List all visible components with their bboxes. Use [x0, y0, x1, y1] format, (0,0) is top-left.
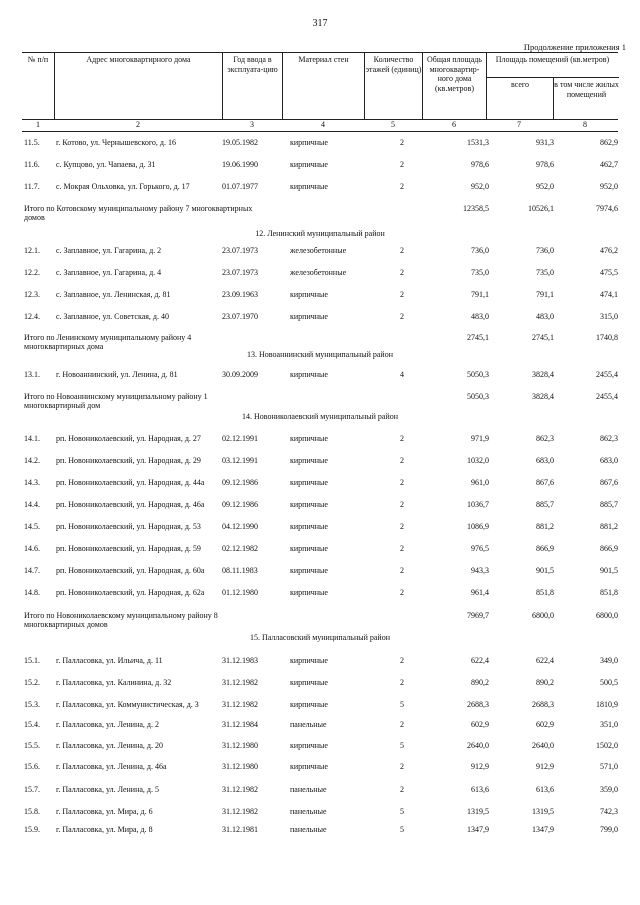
cell-address: рп. Новониколаевский, ул. Народная, д. 62а — [56, 588, 205, 597]
column-number: 8 — [583, 120, 587, 129]
cell-year: 31.12.1982 — [222, 807, 258, 816]
cell-floors: 4 — [400, 370, 404, 379]
cell-number: 13.1. — [24, 370, 40, 379]
cell-residential-area: 476,2 — [600, 246, 618, 255]
cell-year: 01.07.1977 — [222, 182, 258, 191]
column-number: 7 — [517, 120, 521, 129]
cell-floors: 2 — [400, 785, 404, 794]
cell-year: 02.12.1991 — [222, 434, 258, 443]
cell-residential-area: 6800,0 — [596, 611, 618, 620]
cell-total-area: 483,0 — [471, 312, 489, 321]
cell-address: г. Котово, ул. Чернышевского, д. 16 — [56, 138, 176, 147]
cell-address: г. Новоаннинский, ул. Ленина, д. 81 — [56, 370, 178, 379]
cell-year: 30.09.2009 — [222, 370, 258, 379]
cell-floors: 2 — [400, 182, 404, 191]
cell-address: с. Купцово, ул. Чапаева, д. 31 — [56, 160, 156, 169]
cell-address: рп. Новониколаевский, ул. Народная, д. 46а — [56, 500, 205, 509]
cell-number: 12.2. — [24, 268, 40, 277]
cell-premises-area: 885,7 — [536, 500, 554, 509]
cell-premises-area: 901,5 — [536, 566, 554, 575]
cell-material: панельные — [290, 720, 327, 729]
cell-residential-area: 683,0 — [600, 456, 618, 465]
cell-residential-area: 866,9 — [600, 544, 618, 553]
cell-year: 02.12.1982 — [222, 544, 258, 553]
cell-premises-area: 881,2 — [536, 522, 554, 531]
cell-address: с. Заплавное, ул. Ленинская, д. 81 — [56, 290, 171, 299]
cell-residential-area: 881,2 — [600, 522, 618, 531]
cell-total-area: 1036,7 — [467, 500, 489, 509]
header-total-area: Общая площадь многоквартир-ного дома (кв.метров) — [422, 53, 486, 119]
cell-material: кирпичные — [290, 741, 328, 750]
column-number: 2 — [136, 120, 140, 129]
cell-year: 31.12.1982 — [222, 700, 258, 709]
cell-material: кирпичные — [290, 478, 328, 487]
cell-residential-area: 7974,6 — [596, 204, 618, 213]
cell-material: железобетонные — [290, 246, 347, 255]
cell-number: 11.7. — [24, 182, 40, 191]
header-residential: в том числе жилых помещений — [553, 77, 619, 119]
cell-residential-area: 2455,4 — [596, 370, 618, 379]
cell-premises-area: 3828,4 — [532, 370, 554, 379]
cell-material: кирпичные — [290, 588, 328, 597]
cell-number: 15.8. — [24, 807, 40, 816]
cell-year: 01.12.1980 — [222, 588, 258, 597]
cell-material: кирпичные — [290, 312, 328, 321]
cell-residential-area: 571,0 — [600, 762, 618, 771]
cell-number: 11.6. — [24, 160, 40, 169]
cell-premises-area: 1347,9 — [532, 825, 554, 834]
cell-residential-area: 952,0 — [600, 182, 618, 191]
cell-premises-area: 613,6 — [536, 785, 554, 794]
cell-total-area: 2640,0 — [467, 741, 489, 750]
cell-floors: 2 — [400, 762, 404, 771]
cell-residential-area: 867,6 — [600, 478, 618, 487]
cell-floors: 5 — [400, 741, 404, 750]
cell-address: г. Палласовка, ул. Калинина, д. 32 — [56, 678, 172, 687]
cell-total-area: 791,1 — [471, 290, 489, 299]
header-all: всего — [487, 77, 553, 119]
cell-year: 09.12.1986 — [222, 478, 258, 487]
cell-floors: 2 — [400, 312, 404, 321]
cell-residential-area: 862,3 — [600, 434, 618, 443]
cell-year: 23.09.1963 — [222, 290, 258, 299]
cell-total-area: 890,2 — [471, 678, 489, 687]
cell-material: кирпичные — [290, 678, 328, 687]
cell-premises-area: 10526,1 — [528, 204, 554, 213]
header-premises — [486, 53, 618, 119]
cell-number: 15.2. — [24, 678, 40, 687]
cell-premises-area: 602,9 — [536, 720, 554, 729]
cell-premises-area: 978,6 — [536, 160, 554, 169]
cell-number: 12.4. — [24, 312, 40, 321]
cell-premises-area: 622,4 — [536, 656, 554, 665]
cell-premises-area: 952,0 — [536, 182, 554, 191]
column-number: 5 — [391, 120, 395, 129]
cell-residential-area: 2455,4 — [596, 392, 618, 401]
cell-premises-area: 2688,3 — [532, 700, 554, 709]
cell-material: кирпичные — [290, 522, 328, 531]
cell-floors: 2 — [400, 456, 404, 465]
cell-premises-area: 6800,0 — [532, 611, 554, 620]
total-label: Итого по Ленинскому муниципальному району 4 многоквартирных дома — [24, 333, 192, 351]
cell-year: 23.07.1973 — [222, 246, 258, 255]
cell-floors: 2 — [400, 138, 404, 147]
cell-residential-area: 901,5 — [600, 566, 618, 575]
cell-material: кирпичные — [290, 290, 328, 299]
cell-premises-area: 683,0 — [536, 456, 554, 465]
cell-total-area: 5050,3 — [467, 392, 489, 401]
cell-floors: 2 — [400, 500, 404, 509]
cell-floors: 2 — [400, 268, 404, 277]
cell-floors: 2 — [400, 160, 404, 169]
district-heading: 14. Новониколаевский муниципальный район — [241, 412, 399, 421]
cell-year: 31.12.1980 — [222, 741, 258, 750]
cell-premises-area: 483,0 — [536, 312, 554, 321]
cell-floors: 5 — [400, 825, 404, 834]
cell-material: кирпичные — [290, 456, 328, 465]
cell-total-area: 1347,9 — [467, 825, 489, 834]
column-number-row — [22, 119, 618, 132]
cell-address: рп. Новониколаевский, ул. Народная, д. 44а — [56, 478, 205, 487]
cell-premises-area: 912,9 — [536, 762, 554, 771]
cell-year: 09.12.1986 — [222, 500, 258, 509]
cell-premises-area: 2745,1 — [532, 333, 554, 342]
cell-number: 14.3. — [24, 478, 40, 487]
cell-address: г. Палласовка, ул. Ленина, д. 5 — [56, 785, 159, 794]
header-num: № п/п — [27, 55, 49, 64]
cell-total-area: 952,0 — [471, 182, 489, 191]
header-premises-area: Площадь помещений (кв.метров) — [495, 55, 610, 64]
cell-total-area: 736,0 — [471, 246, 489, 255]
cell-year: 08.11.1983 — [222, 566, 258, 575]
cell-material: кирпичные — [290, 566, 328, 575]
cell-address: г. Палласовка, ул. Коммунистическая, д. 3 — [56, 700, 199, 709]
header-material: Материал стен — [282, 53, 364, 119]
cell-total-area: 961,4 — [471, 588, 489, 597]
cell-residential-area: 885,7 — [600, 500, 618, 509]
total-label: Итого по Новоаннинскому муниципальному району 1 многоквартирный дом — [24, 392, 208, 410]
cell-address: г. Палласовка, ул. Мира, д. 8 — [56, 825, 153, 834]
cell-year: 31.12.1984 — [222, 720, 258, 729]
column-number: 6 — [452, 120, 456, 129]
cell-premises-area: 867,6 — [536, 478, 554, 487]
cell-total-area: 1086,9 — [467, 522, 489, 531]
cell-residential-area: 500,5 — [600, 678, 618, 687]
cell-material: панельные — [290, 825, 327, 834]
cell-premises-area: 890,2 — [536, 678, 554, 687]
cell-premises-area: 1319,5 — [532, 807, 554, 816]
cell-material: кирпичные — [290, 182, 328, 191]
cell-residential-area: 462,7 — [600, 160, 618, 169]
cell-address: рп. Новониколаевский, ул. Народная, д. 60а — [56, 566, 205, 575]
cell-number: 15.1. — [24, 656, 40, 665]
cell-number: 15.5. — [24, 741, 40, 750]
cell-residential-area: 1810,9 — [596, 700, 618, 709]
cell-floors: 2 — [400, 678, 404, 687]
cell-floors: 5 — [400, 700, 404, 709]
cell-number: 14.1. — [24, 434, 40, 443]
cell-address: с. Заплавное, ул. Советская, д. 40 — [56, 312, 170, 321]
page-number: 317 — [312, 18, 328, 29]
header-year: Год ввода в эксплуата-цию — [222, 53, 282, 119]
cell-number: 14.7. — [24, 566, 40, 575]
cell-total-area: 1531,3 — [467, 138, 489, 147]
cell-total-area: 735,0 — [471, 268, 489, 277]
cell-address: рп. Новониколаевский, ул. Народная, д. 27 — [56, 434, 201, 443]
column-number: 1 — [36, 120, 40, 129]
total-label: Итого по Котовскому муниципальному району 7 многоквартирных домов — [24, 204, 253, 222]
cell-total-area: 613,6 — [471, 785, 489, 794]
cell-total-area: 622,4 — [471, 656, 489, 665]
cell-premises-area: 931,3 — [536, 138, 554, 147]
cell-residential-area: 474,1 — [600, 290, 618, 299]
cell-number: 15.9. — [24, 825, 40, 834]
cell-floors: 2 — [400, 522, 404, 531]
cell-number: 15.6. — [24, 762, 40, 771]
cell-year: 19.05.1982 — [222, 138, 258, 147]
cell-floors: 2 — [400, 434, 404, 443]
column-number: 3 — [250, 120, 254, 129]
cell-address: с. Мокрая Ольховка, ул. Горького, д. 17 — [56, 182, 190, 191]
cell-total-area: 2688,3 — [467, 700, 489, 709]
cell-residential-area: 1740,8 — [596, 333, 618, 342]
cell-total-area: 1319,5 — [467, 807, 489, 816]
cell-residential-area: 359,0 — [600, 785, 618, 794]
cell-premises-area: 862,3 — [536, 434, 554, 443]
cell-year: 04.12.1990 — [222, 522, 258, 531]
cell-number: 12.3. — [24, 290, 40, 299]
cell-total-area: 943,3 — [471, 566, 489, 575]
cell-floors: 2 — [400, 544, 404, 553]
cell-total-area: 961,0 — [471, 478, 489, 487]
cell-number: 14.8. — [24, 588, 40, 597]
cell-total-area: 602,9 — [471, 720, 489, 729]
cell-address: рп. Новониколаевский, ул. Народная, д. 29 — [56, 456, 201, 465]
cell-premises-area: 791,1 — [536, 290, 554, 299]
cell-material: кирпичные — [290, 544, 328, 553]
cell-address: рп. Новониколаевский, ул. Народная, д. 59 — [56, 544, 201, 553]
cell-total-area: 7969,7 — [467, 611, 489, 620]
cell-address: с. Заплавное, ул. Гагарина, д. 4 — [56, 268, 162, 277]
cell-floors: 5 — [400, 807, 404, 816]
cell-material: панельные — [290, 807, 327, 816]
cell-total-area: 5050,3 — [467, 370, 489, 379]
cell-address: г. Палласовка, ул. Ленина, д. 20 — [56, 741, 163, 750]
cell-material: кирпичные — [290, 160, 328, 169]
cell-address: г. Палласовка, ул. Мира, д. 6 — [56, 807, 153, 816]
cell-material: кирпичные — [290, 138, 328, 147]
cell-residential-area: 475,5 — [600, 268, 618, 277]
cell-premises-area: 851,8 — [536, 588, 554, 597]
cell-total-area: 976,5 — [471, 544, 489, 553]
continuation-label: Продолжение приложения 1 — [523, 42, 626, 52]
cell-number: 14.4. — [24, 500, 40, 509]
cell-residential-area: 315,0 — [600, 312, 618, 321]
cell-material: кирпичные — [290, 762, 328, 771]
cell-address: г. Палласовка, ул. Ленина, д. 46а — [56, 762, 167, 771]
cell-year: 31.12.1983 — [222, 656, 258, 665]
cell-number: 15.4. — [24, 720, 40, 729]
cell-year: 31.12.1980 — [222, 762, 258, 771]
header-address: Адрес многоквартирного дома — [54, 53, 222, 119]
cell-number: 11.5. — [24, 138, 40, 147]
cell-material: кирпичные — [290, 500, 328, 509]
cell-year: 23.07.1970 — [222, 312, 258, 321]
cell-number: 14.5. — [24, 522, 40, 531]
cell-material: кирпичные — [290, 656, 328, 665]
district-heading: 12. Ленинский муниципальный район — [255, 229, 385, 238]
cell-premises-area: 866,9 — [536, 544, 554, 553]
cell-year: 23.07.1973 — [222, 268, 258, 277]
cell-year: 19.06.1990 — [222, 160, 258, 169]
cell-address: г. Палласовка, ул. Ильича, д. 11 — [56, 656, 163, 665]
cell-number: 14.2. — [24, 456, 40, 465]
cell-residential-area: 1502,0 — [596, 741, 618, 750]
cell-residential-area: 851,8 — [600, 588, 618, 597]
cell-year: 31.12.1982 — [222, 785, 258, 794]
cell-number: 14.6. — [24, 544, 40, 553]
cell-floors: 2 — [400, 246, 404, 255]
cell-residential-area: 351,0 — [600, 720, 618, 729]
cell-material: железобетонные — [290, 268, 347, 277]
cell-floors: 2 — [400, 290, 404, 299]
cell-year: 03.12.1991 — [222, 456, 258, 465]
cell-address: с. Заплавное, ул. Гагарина, д. 2 — [56, 246, 162, 255]
cell-floors: 2 — [400, 566, 404, 575]
table-header — [22, 52, 618, 120]
cell-residential-area: 862,9 — [600, 138, 618, 147]
cell-material: кирпичные — [290, 370, 328, 379]
cell-floors: 2 — [400, 478, 404, 487]
cell-total-area: 978,6 — [471, 160, 489, 169]
district-heading: 15. Палласовский муниципальный район — [250, 633, 390, 642]
cell-address: г. Палласовка, ул. Ленина, д. 2 — [56, 720, 159, 729]
cell-premises-area: 2640,0 — [532, 741, 554, 750]
cell-floors: 2 — [400, 720, 404, 729]
cell-number: 15.3. — [24, 700, 40, 709]
cell-floors: 2 — [400, 588, 404, 597]
cell-total-area: 12358,5 — [463, 204, 489, 213]
cell-year: 31.12.1981 — [222, 825, 258, 834]
cell-year: 31.12.1982 — [222, 678, 258, 687]
cell-residential-area: 742,3 — [600, 807, 618, 816]
cell-premises-area: 736,0 — [536, 246, 554, 255]
total-label: Итого по Новониколаевскому муниципальному району 8 многоквартирных домов — [24, 611, 218, 629]
cell-material: кирпичные — [290, 434, 328, 443]
cell-premises-area: 735,0 — [536, 268, 554, 277]
cell-total-area: 912,9 — [471, 762, 489, 771]
cell-floors: 2 — [400, 656, 404, 665]
cell-total-area: 1032,0 — [467, 456, 489, 465]
cell-residential-area: 799,0 — [600, 825, 618, 834]
cell-total-area: 2745,1 — [467, 333, 489, 342]
cell-residential-area: 349,0 — [600, 656, 618, 665]
cell-number: 12.1. — [24, 246, 40, 255]
header-floors: Количество этажей (единиц) — [364, 53, 422, 119]
cell-material: кирпичные — [290, 700, 328, 709]
cell-material: панельные — [290, 785, 327, 794]
district-heading: 13. Новоаннинский муниципальный район — [247, 350, 393, 359]
column-number: 4 — [321, 120, 325, 129]
cell-address: рп. Новониколаевский, ул. Народная, д. 53 — [56, 522, 201, 531]
cell-total-area: 971,9 — [471, 434, 489, 443]
cell-number: 15.7. — [24, 785, 40, 794]
cell-premises-area: 3828,4 — [532, 392, 554, 401]
